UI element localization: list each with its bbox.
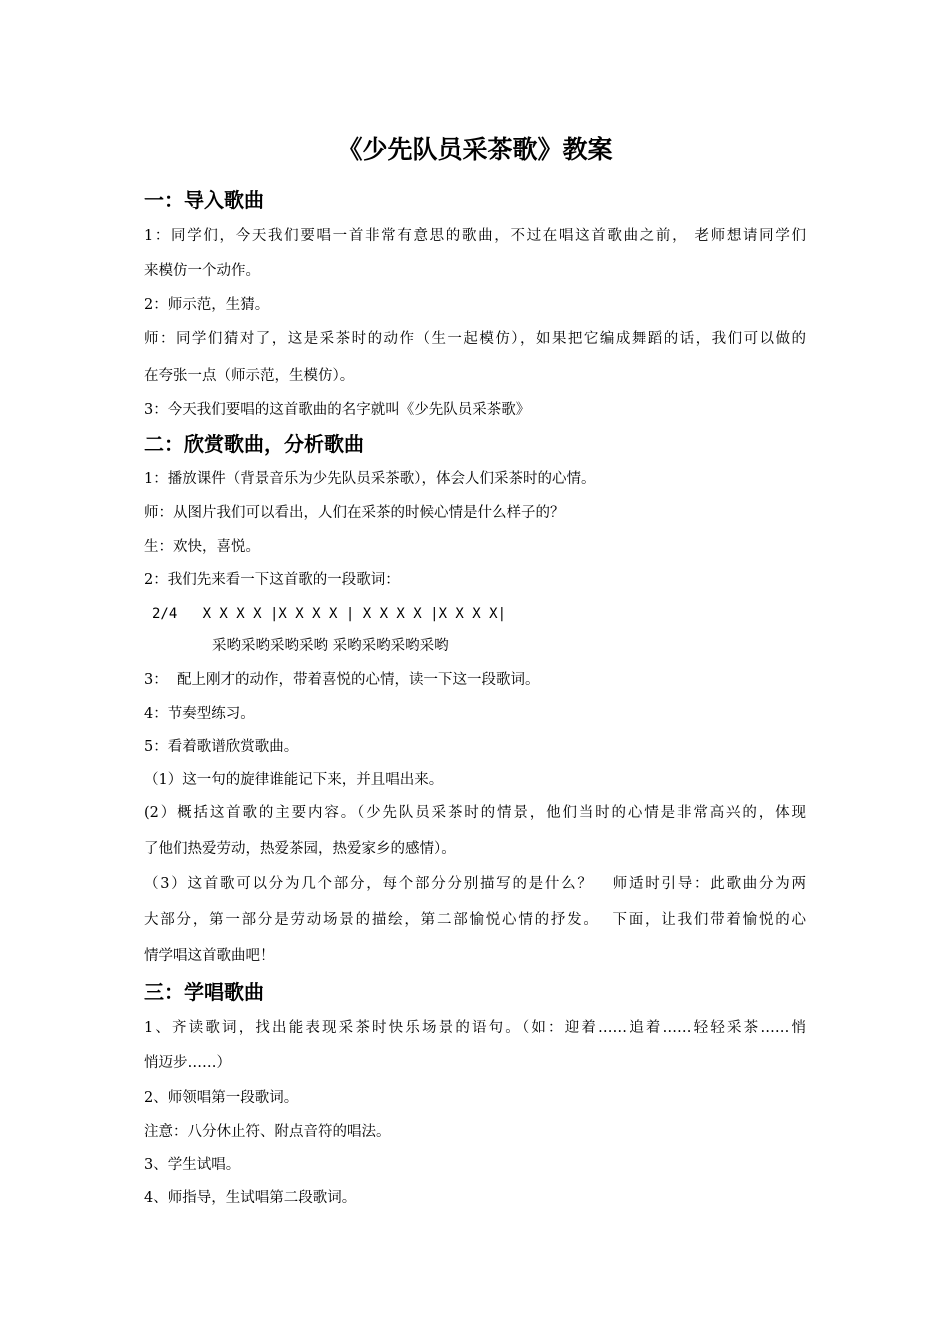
paragraph-line: 3、学生试唱。 bbox=[144, 1157, 241, 1173]
paragraph-line: 了他们热爱劳动，热爱茶园，热爱家乡的感情）。 bbox=[144, 841, 456, 857]
paragraph-line: 在夸张一点（师示范，生模仿）。 bbox=[144, 368, 355, 384]
paragraph-line: 3：今天我们要唱的这首歌曲的名字就叫《少先队员采茶歌》 bbox=[144, 402, 531, 418]
paragraph-line: 生：欢快，喜悦。 bbox=[144, 539, 260, 555]
paragraph-line: 师：同学们猜对了，这是采茶时的动作（生一起模仿），如果把它编成舞蹈的话，我们可以做的 bbox=[144, 331, 806, 347]
lyrics-line: 采哟采哟采哟采哟 采哟采哟采哟采哟 bbox=[212, 638, 449, 654]
rhythm-notation: 2/4 X X X X |X X X X | X X X X |X X X X| bbox=[152, 606, 507, 622]
section-heading-learn: 三：学唱歌曲 bbox=[144, 980, 264, 1004]
paragraph-line: 1、齐读歌词，找出能表现采茶时快乐场景的语句。（如：迎着……追着……轻轻采茶……悄 bbox=[144, 1020, 806, 1036]
paragraph-line: （1）这一句的旋律谁能记下来，并且唱出来。 bbox=[144, 772, 444, 788]
document-title: 《少先队员采茶歌》教案 bbox=[337, 135, 613, 164]
paragraph-line: 大部分，第一部分是劳动场景的描绘，第二部愉悦心情的抒发。 下面，让我们带着愉悦的心 bbox=[144, 912, 806, 928]
paragraph-line: 4：节奏型练习。 bbox=[144, 706, 255, 722]
paragraph-line: 1：播放课件（背景音乐为少先队员采茶歌），体会人们采茶时的心情。 bbox=[144, 471, 596, 487]
paragraph-line: 4、师指导，生试唱第二段歌词。 bbox=[144, 1190, 357, 1206]
paragraph-line: 2、师领唱第一段歌词。 bbox=[144, 1090, 299, 1106]
paragraph-line: 情学唱这首歌曲吧！ bbox=[144, 948, 275, 964]
paragraph-line: （3）这首歌可以分为几个部分，每个部分分别描写的是什么？ 师适时引导：此歌曲分为两 bbox=[144, 876, 806, 892]
section-heading-appreciate: 二：欣赏歌曲，分析歌曲 bbox=[144, 432, 364, 456]
paragraph-line: 2：师示范，生猜。 bbox=[144, 297, 270, 313]
paragraph-line: 来模仿一个动作。 bbox=[144, 263, 260, 279]
paragraph-line: 2：我们先来看一下这首歌的一段歌词： bbox=[144, 572, 400, 588]
paragraph-line: 3： 配上刚才的动作，带着喜悦的心情，读一下这一段歌词。 bbox=[144, 672, 540, 688]
paragraph-line: 悄迈步……） bbox=[144, 1055, 231, 1071]
paragraph-line: 注意：八分休止符、附点音符的唱法。 bbox=[144, 1124, 391, 1140]
section-heading-intro: 一：导入歌曲 bbox=[144, 188, 264, 212]
paragraph-line: 师：从图片我们可以看出，人们在采茶的时候心情是什么样子的？ bbox=[144, 505, 565, 521]
paragraph-line: 5：看着歌谱欣赏歌曲。 bbox=[144, 739, 299, 755]
paragraph-line: (2）概括这首歌的主要内容。（少先队员采茶时的情景，他们当时的心情是非常高兴的，体现 bbox=[144, 805, 806, 821]
paragraph-line: 1：同学们，今天我们要唱一首非常有意思的歌曲，不过在唱这首歌曲之前， 老师想请同学们 bbox=[144, 228, 806, 244]
